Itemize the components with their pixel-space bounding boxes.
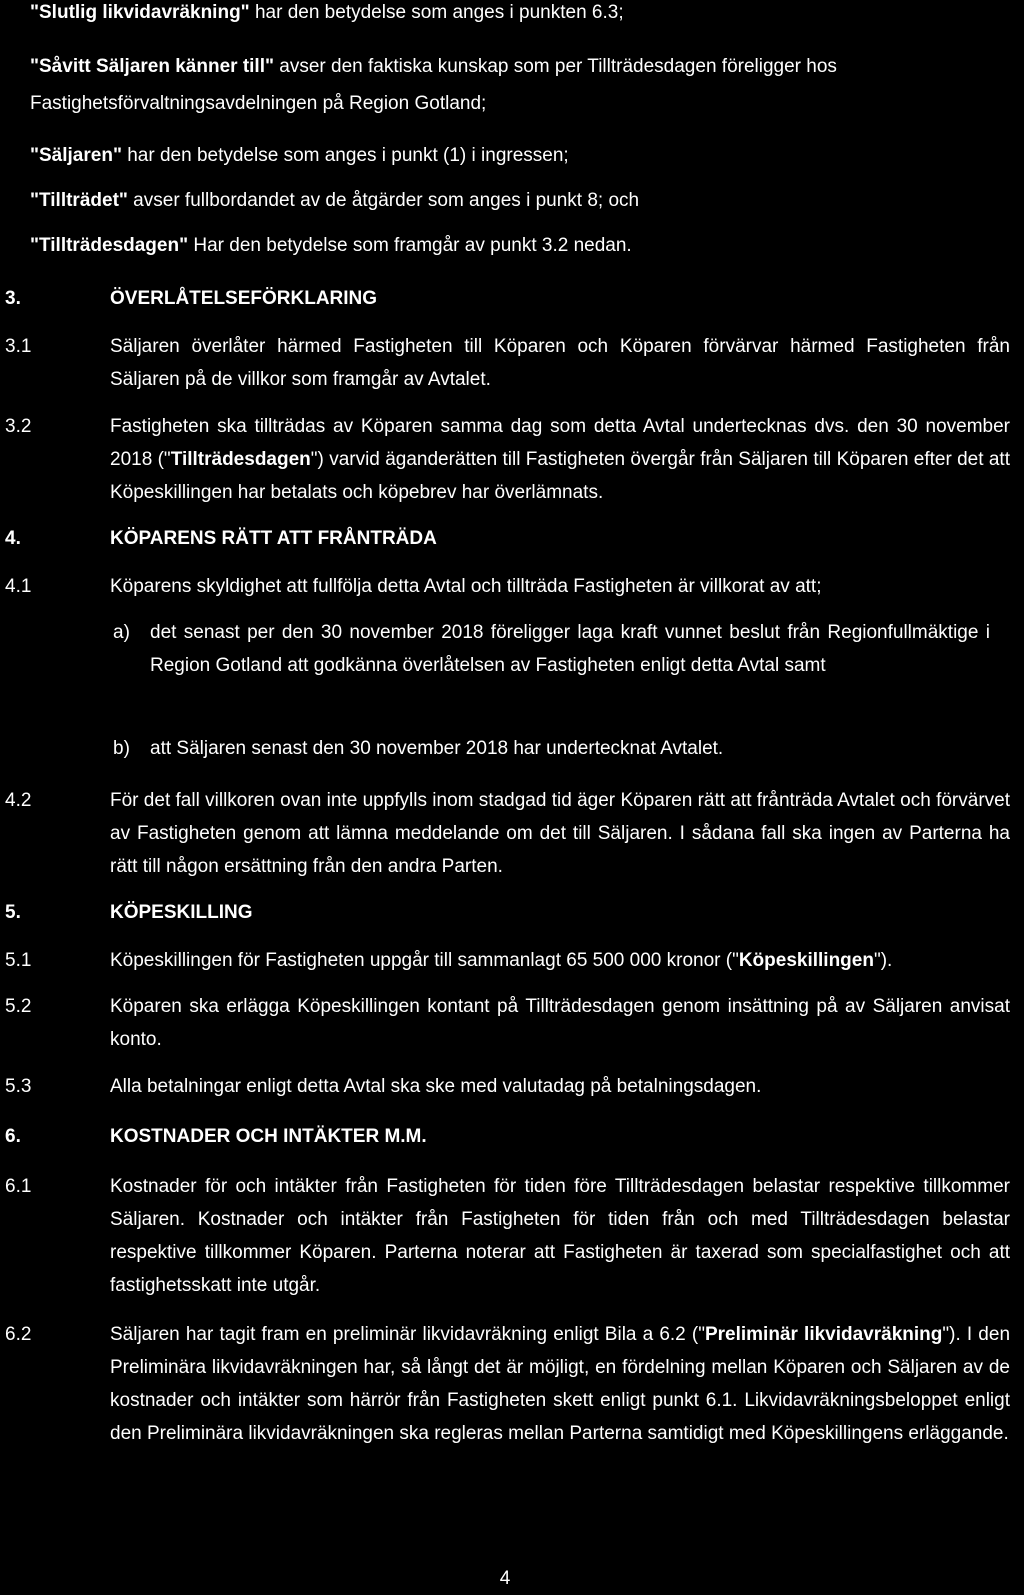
definition-text: avser fullbordandet av de åtgärder som anges i punkt 8; och bbox=[127, 190, 640, 211]
defined-term: Preliminär likvidavräkning bbox=[704, 1324, 943, 1345]
definition-savitt-saljaren bbox=[30, 50, 837, 83]
clause-text: Köparens skyldighet att fullfölja detta Avtal och tillträda Fastigheten är villkorat av att; bbox=[110, 576, 822, 597]
section-heading: KOSTNADER OCH INTÄKTER M.M. bbox=[110, 1126, 427, 1147]
definition-tilltradet bbox=[30, 184, 639, 217]
definition-text: Fastighetsförvaltningsavdelningen på Region Gotland; bbox=[30, 93, 487, 114]
item-text: det senast per den 30 november 2018 föreligger laga kraft vunnet beslut från Regionfullmäktige i Region Gotland att godkänna överlåtelsen av Fastigheten enligt detta Avtal samt bbox=[150, 622, 990, 676]
clause-text-part: ") varvid äganderätten till Fastigheten övergår från Säljaren till Köparen efter det att Köpeskillingen har betalats och köpebrev har överlämnats. bbox=[110, 449, 1010, 503]
section-number: 3. bbox=[5, 288, 21, 309]
clause-text: Kostnader för och intäkter från Fastigheten för tiden före Tillträdesdagen belastar respektive tillkommer Säljaren. Kostnader och intäkter från Fastigheten för tiden från och med Tillträdesdagen belastar respektive tillkommer Köparen. Parterna noterar att Fastigheten är taxerad som specialfastighet och att fastighetsskatt inte utgår. bbox=[110, 1176, 1010, 1296]
clause-text-part: "). bbox=[873, 950, 893, 971]
clause-text: Alla betalningar enligt detta Avtal ska ske med valutadag på betalningsdagen. bbox=[110, 1076, 762, 1097]
section-heading: KÖPESKILLING bbox=[110, 902, 253, 923]
definition-term: "Tillträdet" bbox=[30, 190, 128, 211]
section-heading: ÖVERLÅTELSEFÖRKLARING bbox=[110, 288, 378, 309]
clause-text-part: Köpeskillingen för Fastigheten uppgår till sammanlagt 65 500 000 kronor (" bbox=[110, 950, 739, 971]
definition-text: har den betydelse som anges i punkt (1) i ingressen; bbox=[121, 145, 569, 166]
clause-text: Köparen ska erlägga Köpeskillingen kontant på Tillträdesdagen genom insättning på av Säljaren anvisat konto. bbox=[110, 996, 1010, 1050]
item-label: b) bbox=[113, 738, 130, 759]
definition-continuation bbox=[30, 87, 486, 120]
section-number: 5. bbox=[5, 902, 21, 923]
clause-text bbox=[110, 410, 1010, 509]
definition-term: "Slutlig likvidavräkning" bbox=[30, 2, 250, 23]
item-label: a) bbox=[113, 622, 130, 643]
clause-number: 5.3 bbox=[5, 1076, 32, 1097]
definition-tilltradesdagen bbox=[30, 229, 632, 262]
section-number: 6. bbox=[5, 1126, 21, 1147]
defined-term: Tillträdesdagen bbox=[170, 449, 311, 470]
section-number: 4. bbox=[5, 528, 21, 549]
definition-text: avser den faktiska kunskap som per Tillträdesdagen föreligger hos bbox=[274, 56, 837, 77]
page-number: 4 bbox=[499, 1568, 511, 1589]
defined-term: Köpeskillingen bbox=[738, 950, 874, 971]
clause-text bbox=[110, 1318, 1010, 1450]
definition-saljaren bbox=[30, 139, 569, 172]
clause-text: För det fall villkoren ovan inte uppfylls inom stadgad tid äger Köparen rätt att frånträda Avtalet och förvärvet av Fastigheten genom att lämna meddelande om det till Säljaren. I sådana fall ska ingen av Parterna ha rätt till någon ersättning från den andra Parten. bbox=[110, 790, 1010, 877]
clause-number: 4.2 bbox=[5, 790, 32, 811]
clause-text-part: Fastigheten ska tillträdas av Köparen samma dag som detta Avtal undertecknas dvs. den 30 november 2018 (" bbox=[110, 416, 1010, 470]
clause-number: 3.1 bbox=[5, 336, 32, 357]
clause-number: 4.1 bbox=[5, 576, 32, 597]
definition-term: "Tillträdesdagen" bbox=[30, 235, 189, 256]
clause-number: 6.1 bbox=[5, 1176, 32, 1197]
section-heading: KÖPARENS RÄTT ATT FRÅNTRÄDA bbox=[110, 528, 437, 549]
clause-number: 5.1 bbox=[5, 950, 32, 971]
clause-number: 3.2 bbox=[5, 416, 32, 437]
definition-text: Har den betydelse som framgår av punkt 3.2 nedan. bbox=[188, 235, 632, 256]
clause-number: 5.2 bbox=[5, 996, 32, 1017]
clause-text-part: "). I den Preliminära likvidavräkningen har, så långt det är möjligt, en fördelning mellan Köparen och Säljaren av de kostnader och intäkter som härrör från Fastigheten skett enligt punkt 6.1. Likvidavräkningsbeloppet enligt den Preliminära likvidavräkningen ska regleras mellan Parterna samtidigt med Köpeskillingens erläggande. bbox=[110, 1324, 1011, 1444]
clause-text: Säljaren överlåter härmed Fastigheten till Köparen och Köparen förvärvar härmed Fastigheten från Säljaren på de villkor som framgår av Avtalet. bbox=[110, 336, 1010, 390]
clause-number: 6.2 bbox=[5, 1324, 32, 1345]
clause-text bbox=[110, 944, 1010, 977]
item-text: att Säljaren senast den 30 november 2018 har undertecknat Avtalet. bbox=[150, 738, 724, 759]
clause-text-part: Säljaren har tagit fram en preliminär likvidavräkning enligt Bila a 6.2 (" bbox=[110, 1324, 705, 1345]
definition-term: "Säljaren" bbox=[30, 145, 122, 166]
definition-slutlig-likvidavrakning bbox=[30, 0, 624, 29]
definition-term: "Såvitt Säljaren känner till" bbox=[30, 56, 274, 77]
definition-text: har den betydelse som anges i punkten 6.3; bbox=[249, 2, 624, 23]
